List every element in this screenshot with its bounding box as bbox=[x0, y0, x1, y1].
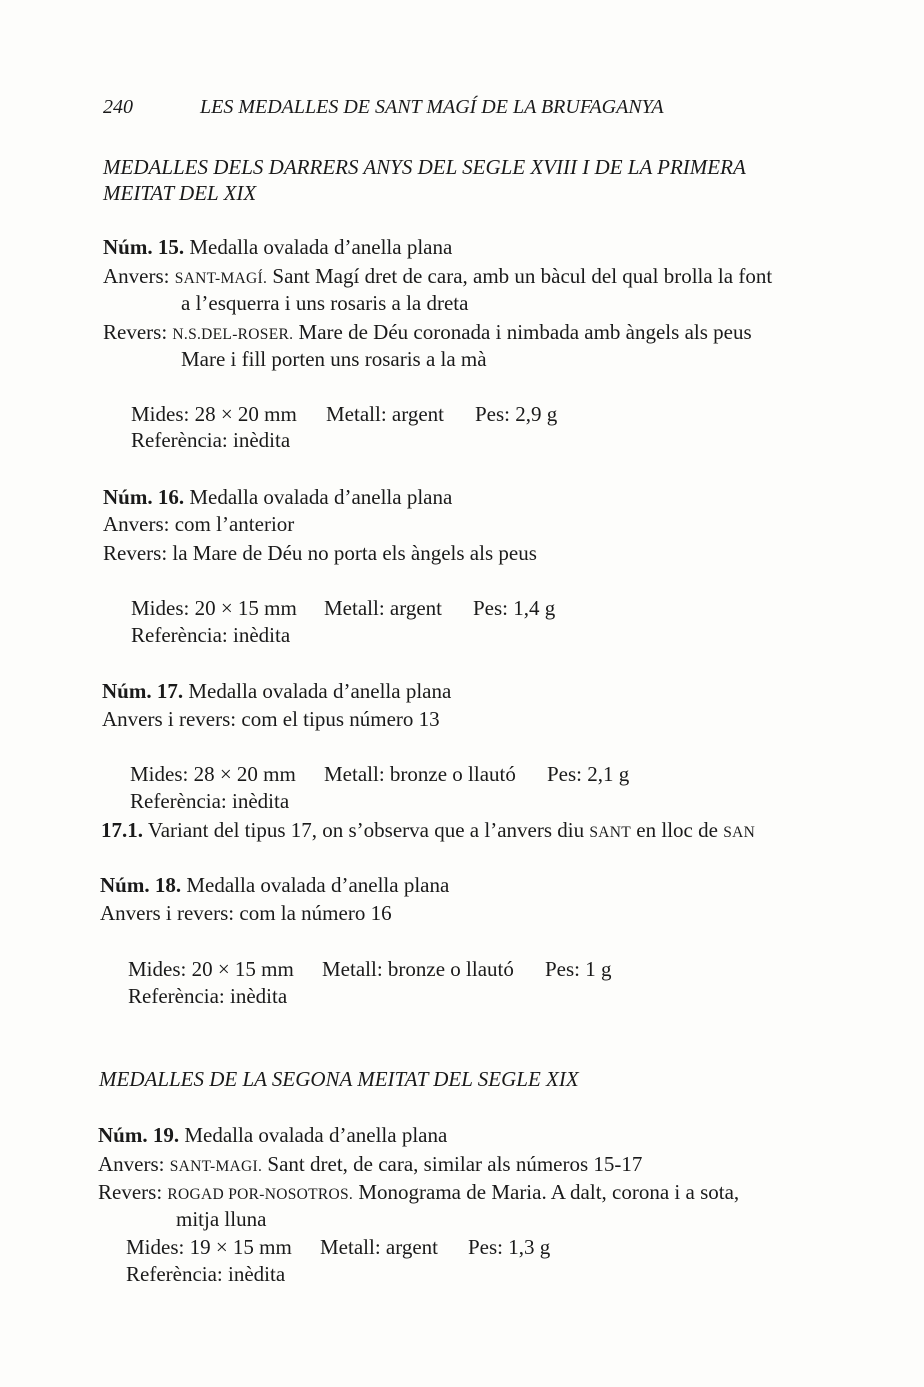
entry-18-heading bbox=[100, 875, 449, 896]
entry-number: Núm. 19. bbox=[98, 1123, 180, 1147]
entry-16-revers: Revers: la Mare de Déu no porta els àngels als peus bbox=[103, 541, 537, 565]
entry-15-anvers bbox=[103, 266, 772, 287]
entry-19-anvers bbox=[98, 1154, 642, 1175]
section-title-2: MEDALLES DE LA SEGONA MEITAT DEL SEGLE XIX bbox=[99, 1067, 579, 1091]
entry-16-anvers: Anvers: com l’anterior bbox=[103, 512, 295, 536]
entry-16-heading bbox=[103, 487, 452, 508]
entry-15-heading bbox=[103, 237, 452, 258]
entry-18-referencia: Referència: inèdita bbox=[128, 984, 288, 1008]
entry-15-revers-cont: Mare i fill porten uns rosaris a la mà bbox=[181, 347, 487, 371]
entry-16-referencia: Referència: inèdita bbox=[131, 623, 291, 647]
entry-15-anvers-cont: a l’esquerra i uns rosaris a la dreta bbox=[181, 291, 469, 315]
anvers-label: Anvers: bbox=[98, 1152, 165, 1176]
entry-description: Medalla ovalada d’anella plana bbox=[189, 485, 453, 509]
entry-15-metall: Metall: argent bbox=[326, 402, 444, 426]
revers-label: Revers: bbox=[98, 1180, 163, 1204]
entry-19-pes: Pes: 1,3 g bbox=[468, 1235, 551, 1259]
page-number: 240 bbox=[103, 96, 133, 118]
variant-text-cont: en lloc de bbox=[636, 818, 718, 842]
entry-17-heading bbox=[102, 681, 451, 702]
revers-legend: N.S.DEL-ROSER. bbox=[172, 326, 294, 343]
entry-19-revers bbox=[98, 1182, 739, 1203]
entry-number: Núm. 15. bbox=[103, 235, 185, 259]
entry-17-metall: Metall: bronze o llautó bbox=[324, 762, 516, 786]
entry-description: Medalla ovalada d’anella plana bbox=[188, 679, 452, 703]
section-title-line1: MEDALLES DELS DARRERS ANYS DEL SEGLE XVIII I DE LA PRIMERA bbox=[103, 155, 746, 179]
entry-15-mides: Mides: 28 × 20 mm bbox=[131, 402, 297, 426]
section-title-line2: MEITAT DEL XIX bbox=[103, 181, 257, 205]
entry-17-mides: Mides: 28 × 20 mm bbox=[130, 762, 296, 786]
entry-17-pes: Pes: 2,1 g bbox=[547, 762, 630, 786]
entry-16-mides: Mides: 20 × 15 mm bbox=[131, 596, 297, 620]
variant-legend-sant: SANT bbox=[589, 824, 632, 841]
running-title: LES MEDALLES DE SANT MAGÍ DE LA BRUFAGANYA bbox=[200, 96, 664, 118]
revers-label: Revers: bbox=[103, 320, 168, 344]
revers-text: Monograma de Maria. A dalt, corona i a sota, bbox=[358, 1180, 740, 1204]
entry-description: Medalla ovalada d’anella plana bbox=[184, 1123, 448, 1147]
entry-18-mides: Mides: 20 × 15 mm bbox=[128, 957, 294, 981]
entry-19-heading bbox=[98, 1125, 447, 1146]
anvers-legend: SANT-MAGI. bbox=[169, 1158, 263, 1175]
entry-15-pes: Pes: 2,9 g bbox=[475, 402, 558, 426]
variant-legend-san: SAN bbox=[723, 824, 756, 841]
entry-description: Medalla ovalada d’anella plana bbox=[189, 235, 453, 259]
anvers-text: Sant dret, de cara, similar als números 15-17 bbox=[267, 1152, 643, 1176]
entry-19-metall: Metall: argent bbox=[320, 1235, 438, 1259]
anvers-label: Anvers: bbox=[103, 264, 170, 288]
variant-text: Variant del tipus 17, on s’observa que a l’anvers diu bbox=[147, 818, 585, 842]
entry-15-referencia: Referència: inèdita bbox=[131, 428, 291, 452]
entry-17-1-variant bbox=[101, 820, 755, 841]
entry-19-referencia: Referència: inèdita bbox=[126, 1262, 286, 1286]
entry-18-anvers-revers: Anvers i revers: com la número 16 bbox=[100, 901, 392, 925]
revers-text: Mare de Déu coronada i nimbada amb àngels als peus bbox=[298, 320, 752, 344]
entry-16-pes: Pes: 1,4 g bbox=[473, 596, 556, 620]
entry-19-mides: Mides: 19 × 15 mm bbox=[126, 1235, 292, 1259]
entry-number: Núm. 18. bbox=[100, 873, 182, 897]
variant-number: 17.1. bbox=[101, 818, 143, 842]
entry-18-metall: Metall: bronze o llautó bbox=[322, 957, 514, 981]
entry-15-revers bbox=[103, 322, 752, 343]
entry-17-referencia: Referència: inèdita bbox=[130, 789, 290, 813]
entry-number: Núm. 16. bbox=[103, 485, 185, 509]
entry-description: Medalla ovalada d’anella plana bbox=[186, 873, 450, 897]
entry-19-revers-cont: mitja lluna bbox=[176, 1207, 267, 1231]
anvers-legend: SANT-MAGÍ. bbox=[174, 270, 268, 287]
anvers-text: Sant Magí dret de cara, amb un bàcul del qual brolla la font bbox=[272, 264, 773, 288]
entry-18-pes: Pes: 1 g bbox=[545, 957, 612, 981]
entry-number: Núm. 17. bbox=[102, 679, 184, 703]
entry-17-anvers-revers: Anvers i revers: com el tipus número 13 bbox=[102, 707, 440, 731]
revers-legend: ROGAD POR-NOSOTROS. bbox=[167, 1186, 354, 1203]
entry-16-metall: Metall: argent bbox=[324, 596, 442, 620]
